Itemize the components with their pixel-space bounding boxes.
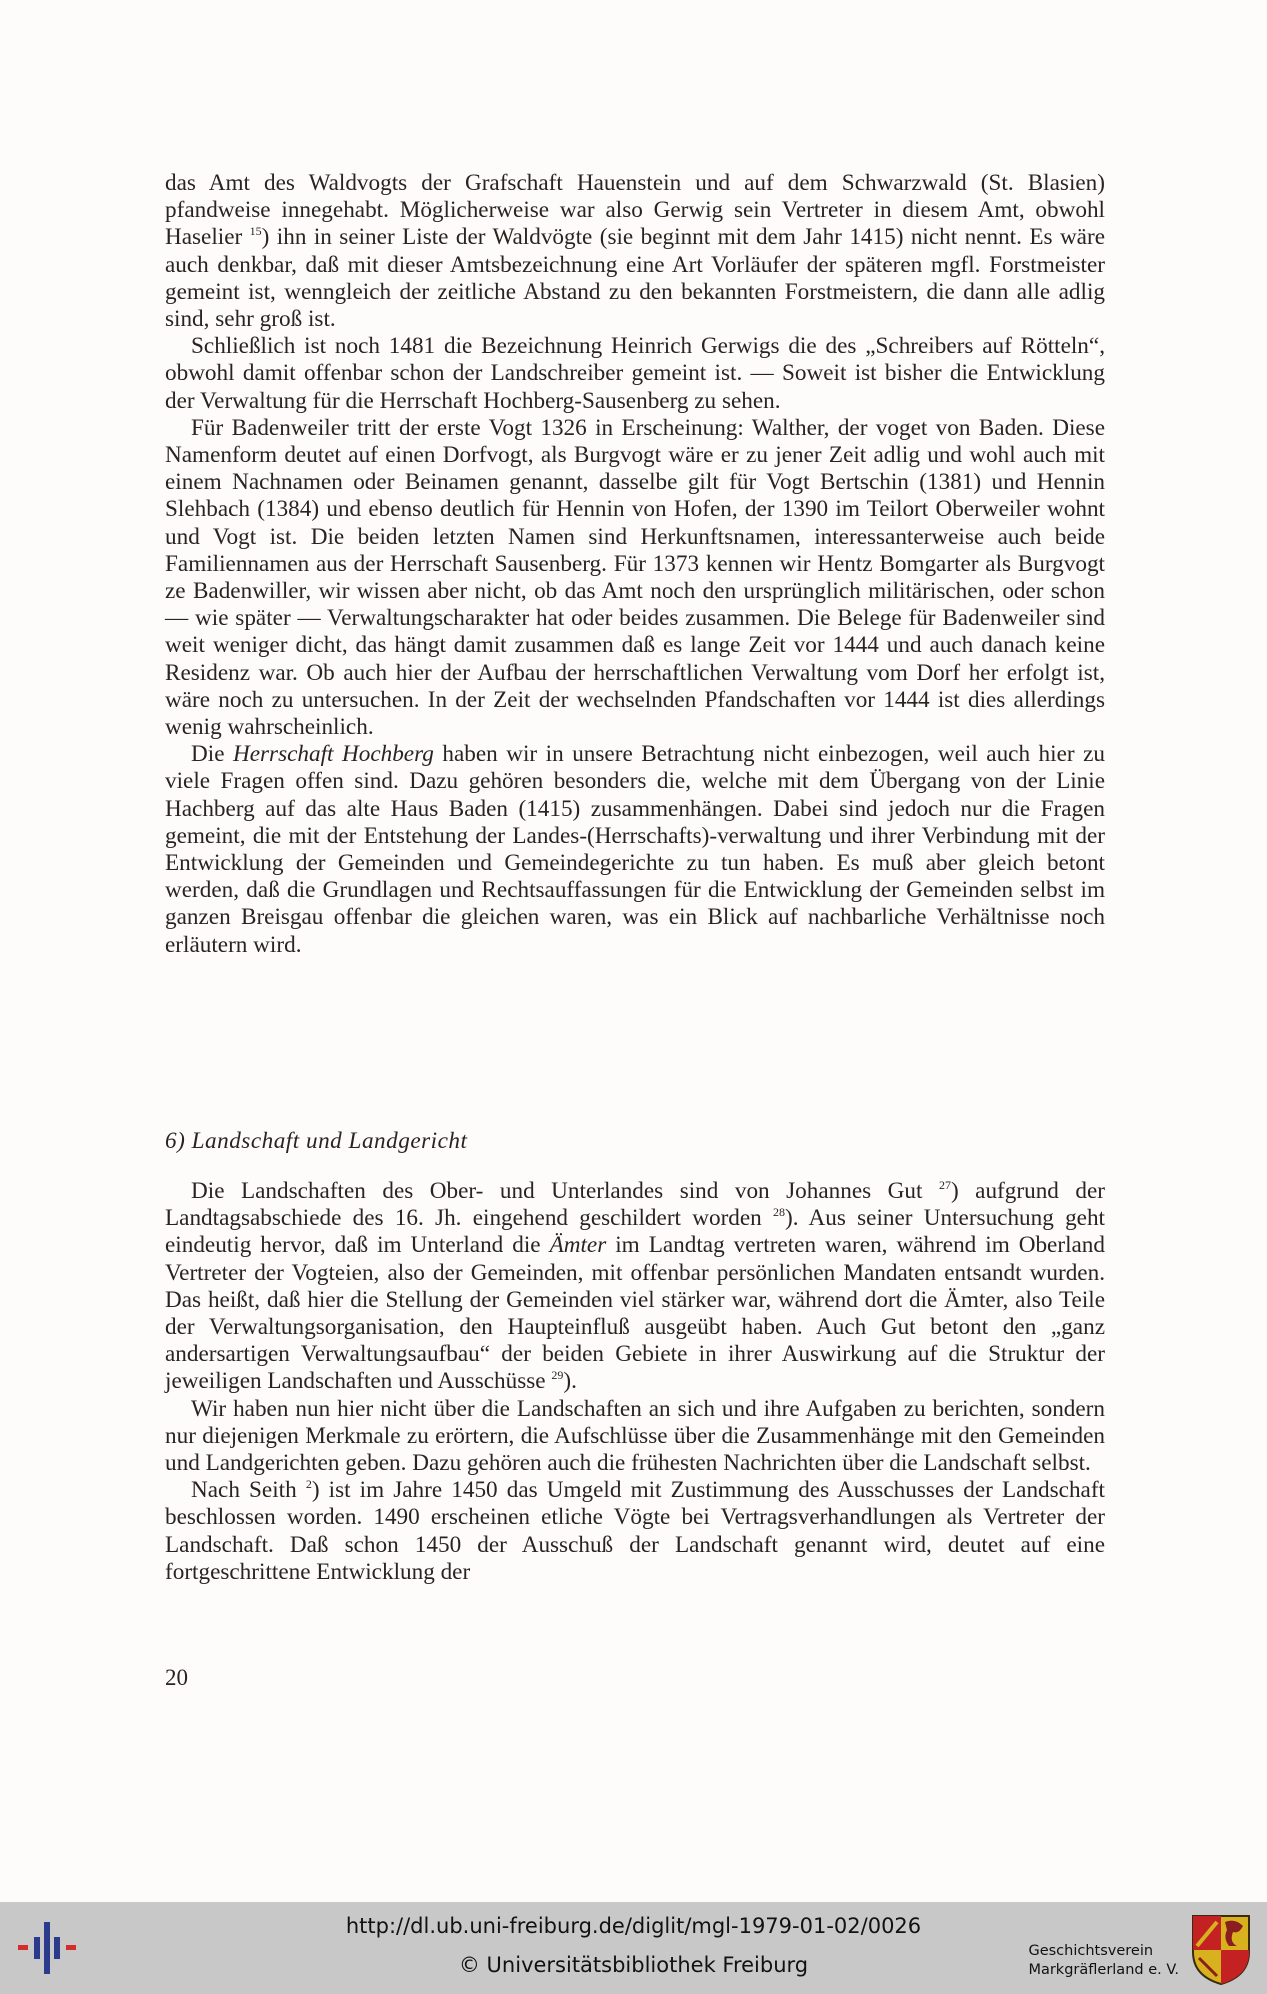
paragraph-5: Die Landschaften des Ober- und Unterlandes sind von Johannes Gut $^{27}$) aufgrund der Landtagsabschiede des 16. Jh. eingehend geschildert worden $^{28}$). Aus seiner Untersuchung geht eindeutig hervor, daß im Unterland die Ämter im Landtag vertreten waren, während im Oberland Vertreter der Vogteien, also der Gemeinden, mit offenbar persönlichen Mandaten entsandt wurden. Das heißt, daß hier die Stellung der Gemeinden viel stärker war, während dort die Ämter, also Teile der Verwaltungsorganisation, den Haupteinfluß ausgeübt haben. Auch Gut betont den „ganz andersartigen Verwaltungsaufbau“ der beiden Gebiete in ihrer Auswirkung auf die Struktur der jeweiligen Landschaften und Ausschüsse $^{29}$). <box>165 1178 1105 1395</box>
emphasis-aemter: Ämter <box>549 1232 607 1259</box>
footnote-ref[interactable]: 2 <box>305 1477 312 1492</box>
paragraph-7: Nach Seith $^2$) ist im Jahre 1450 das Umgeld mit Zustimmung des Ausschusses der Landschaft beschlossen worden. 1490 erscheinen etliche Vögte bei Vertragsverhandlungen als Vertreter der Landschaft. Daß schon 1450 der Ausschuß der Landschaft genannt wird, deutet auf eine fortgeschrittene Entwicklung der <box>165 1477 1106 1585</box>
organization-line-2: Markgräflerland e. V. <box>1028 1962 1179 1978</box>
body-text-top <box>165 170 1105 959</box>
organization-name <box>1028 1942 1179 1980</box>
footnote-ref[interactable]: 15 <box>249 224 262 239</box>
section-heading: 6) Landschaft und Landgericht <box>165 1128 468 1154</box>
paragraph-4: Die Herrschaft Hochberg haben wir in unsere Betrachtung nicht einbezogen, weil auch hier zu viele Fragen offen sind. Dazu gehören besonders die, welche mit dem Übergang von der Linie Hachberg auf das alte Haus Baden (1415) zusammenhängen. Dabei sind jedoch nur die Fragen gemeint, die mit der Entstehung der Landes-(Herrschafts)-verwaltung und ihrer Verbindung mit der Entwicklung der Gemeinden und Gemeindegerichte zu tun haben. Es muß aber gleich betont werden, daß die Grundlagen und Rechtsauffassungen für die Entwicklung der Gemeinden selbst im ganzen Breisgau offenbar die gleichen waren, was ein Blick auf nachbarliche Verhältnisse noch erläutern wird. <box>165 741 1106 958</box>
paragraph-3: Für Badenweiler tritt der erste Vogt 1326 in Erscheinung: Walther, der voget von Baden. Diese Namenform deutet auf einen Dorfvogt, als Burgvogt wäre er zu jener Zeit adlig und wohl auch mit einem Nachnamen oder Beinamen genannt, dasselbe gilt für Vogt Bertschin (1381) und Hennin Slehbach (1384) und ebenso deutlich für Hennin von Hofen, der 1390 im Teilort Oberweiler wohnt und Vogt ist. Die beiden letzten Namen sind Herkunftsnamen, interessanterweise auch beide Familiennamen aus der Herrschaft Sausenberg. Für 1373 kennen wir Hentz Bomgarter als Burgvogt ze Badenwiller, wir wissen aber nicht, ob das Amt noch den ursprünglich militärischen, oder schon — wie später — Verwaltungscharakter hat oder beides zusammen. Die Belege für Badenweiler sind weit weniger dicht, das hängt damit zusammen daß es lange Zeit vor 1444 und auch danach keine Residenz war. Ob auch hier der Aufbau der herrschaftlichen Verwaltung vom Dorf her erfolgt ist, wäre noch zu untersuchen. In der Zeit der wechselnden Pfandschaften vor 1444 ist dies allerdings wenig wahrscheinlich. <box>165 414 1105 741</box>
paragraph-6: Wir haben nun hier nicht über die Landschaften an sich und ihre Aufgaben zu berichten, sondern nur diejenigen Merkmale zu erörtern, die Aufschlüsse über die Zusammenhänge mit den Gemeinden und Landgerichten geben. Dazu gehören auch die frühesten Nachrichten über die Landschaft selbst. <box>165 1395 1105 1477</box>
emphasis-herrschaft-hochberg: Herrschaft Hochberg <box>233 741 434 768</box>
paragraph-2: Schließlich ist noch 1481 die Bezeichnung Heinrich Gerwigs die des „Schreibers auf Rötteln“, obwohl damit offenbar schon der Landschreiber gemeint ist. — Soweit ist bisher die Entwicklung der Verwaltung für die Herrschaft Hochberg-Sausenberg zu sehen. <box>165 333 1105 414</box>
copyright-text: © Universitätsbibliothek Freiburg <box>458 1953 809 1977</box>
footer-bar <box>0 1902 1267 1994</box>
body-text-bottom <box>165 1178 1105 1586</box>
footnote-ref[interactable]: 29 <box>551 1368 564 1383</box>
footnote-ref[interactable]: 27 <box>938 1178 951 1192</box>
paragraph-1: das Amt des Waldvogts der Grafschaft Hauenstein und auf dem Schwarzwald (St. Blasien) pfandweise innegehabt. Möglicherweise war also Gerwig sein Vertreter in diesem Amt, obwohl Haselier $^{15}$) ihn in seiner Liste der Waldvögte (sie beginnt mit dem Jahr 1415) nicht nennt. Es wäre auch denkbar, daß mit dieser Amtsbezeichnung eine Art Vorläufer der späteren mgfl. Forstmeister gemeint ist, wenngleich der zeitliche Abstand zu den bekannten Forstmeistern, die dann alle adlig sind, sehr groß ist. <box>165 170 1105 333</box>
page-number: 20 <box>165 1665 188 1690</box>
source-url-link[interactable]: http://dl.ub.uni-freiburg.de/diglit/mgl-1979-01-02/0026 <box>345 1914 922 1938</box>
footnote-ref[interactable]: 28 <box>773 1205 786 1220</box>
organization-line-1: Geschichtsverein <box>1028 1943 1154 1959</box>
coat-of-arms-icon[interactable] <box>1189 1912 1253 1986</box>
